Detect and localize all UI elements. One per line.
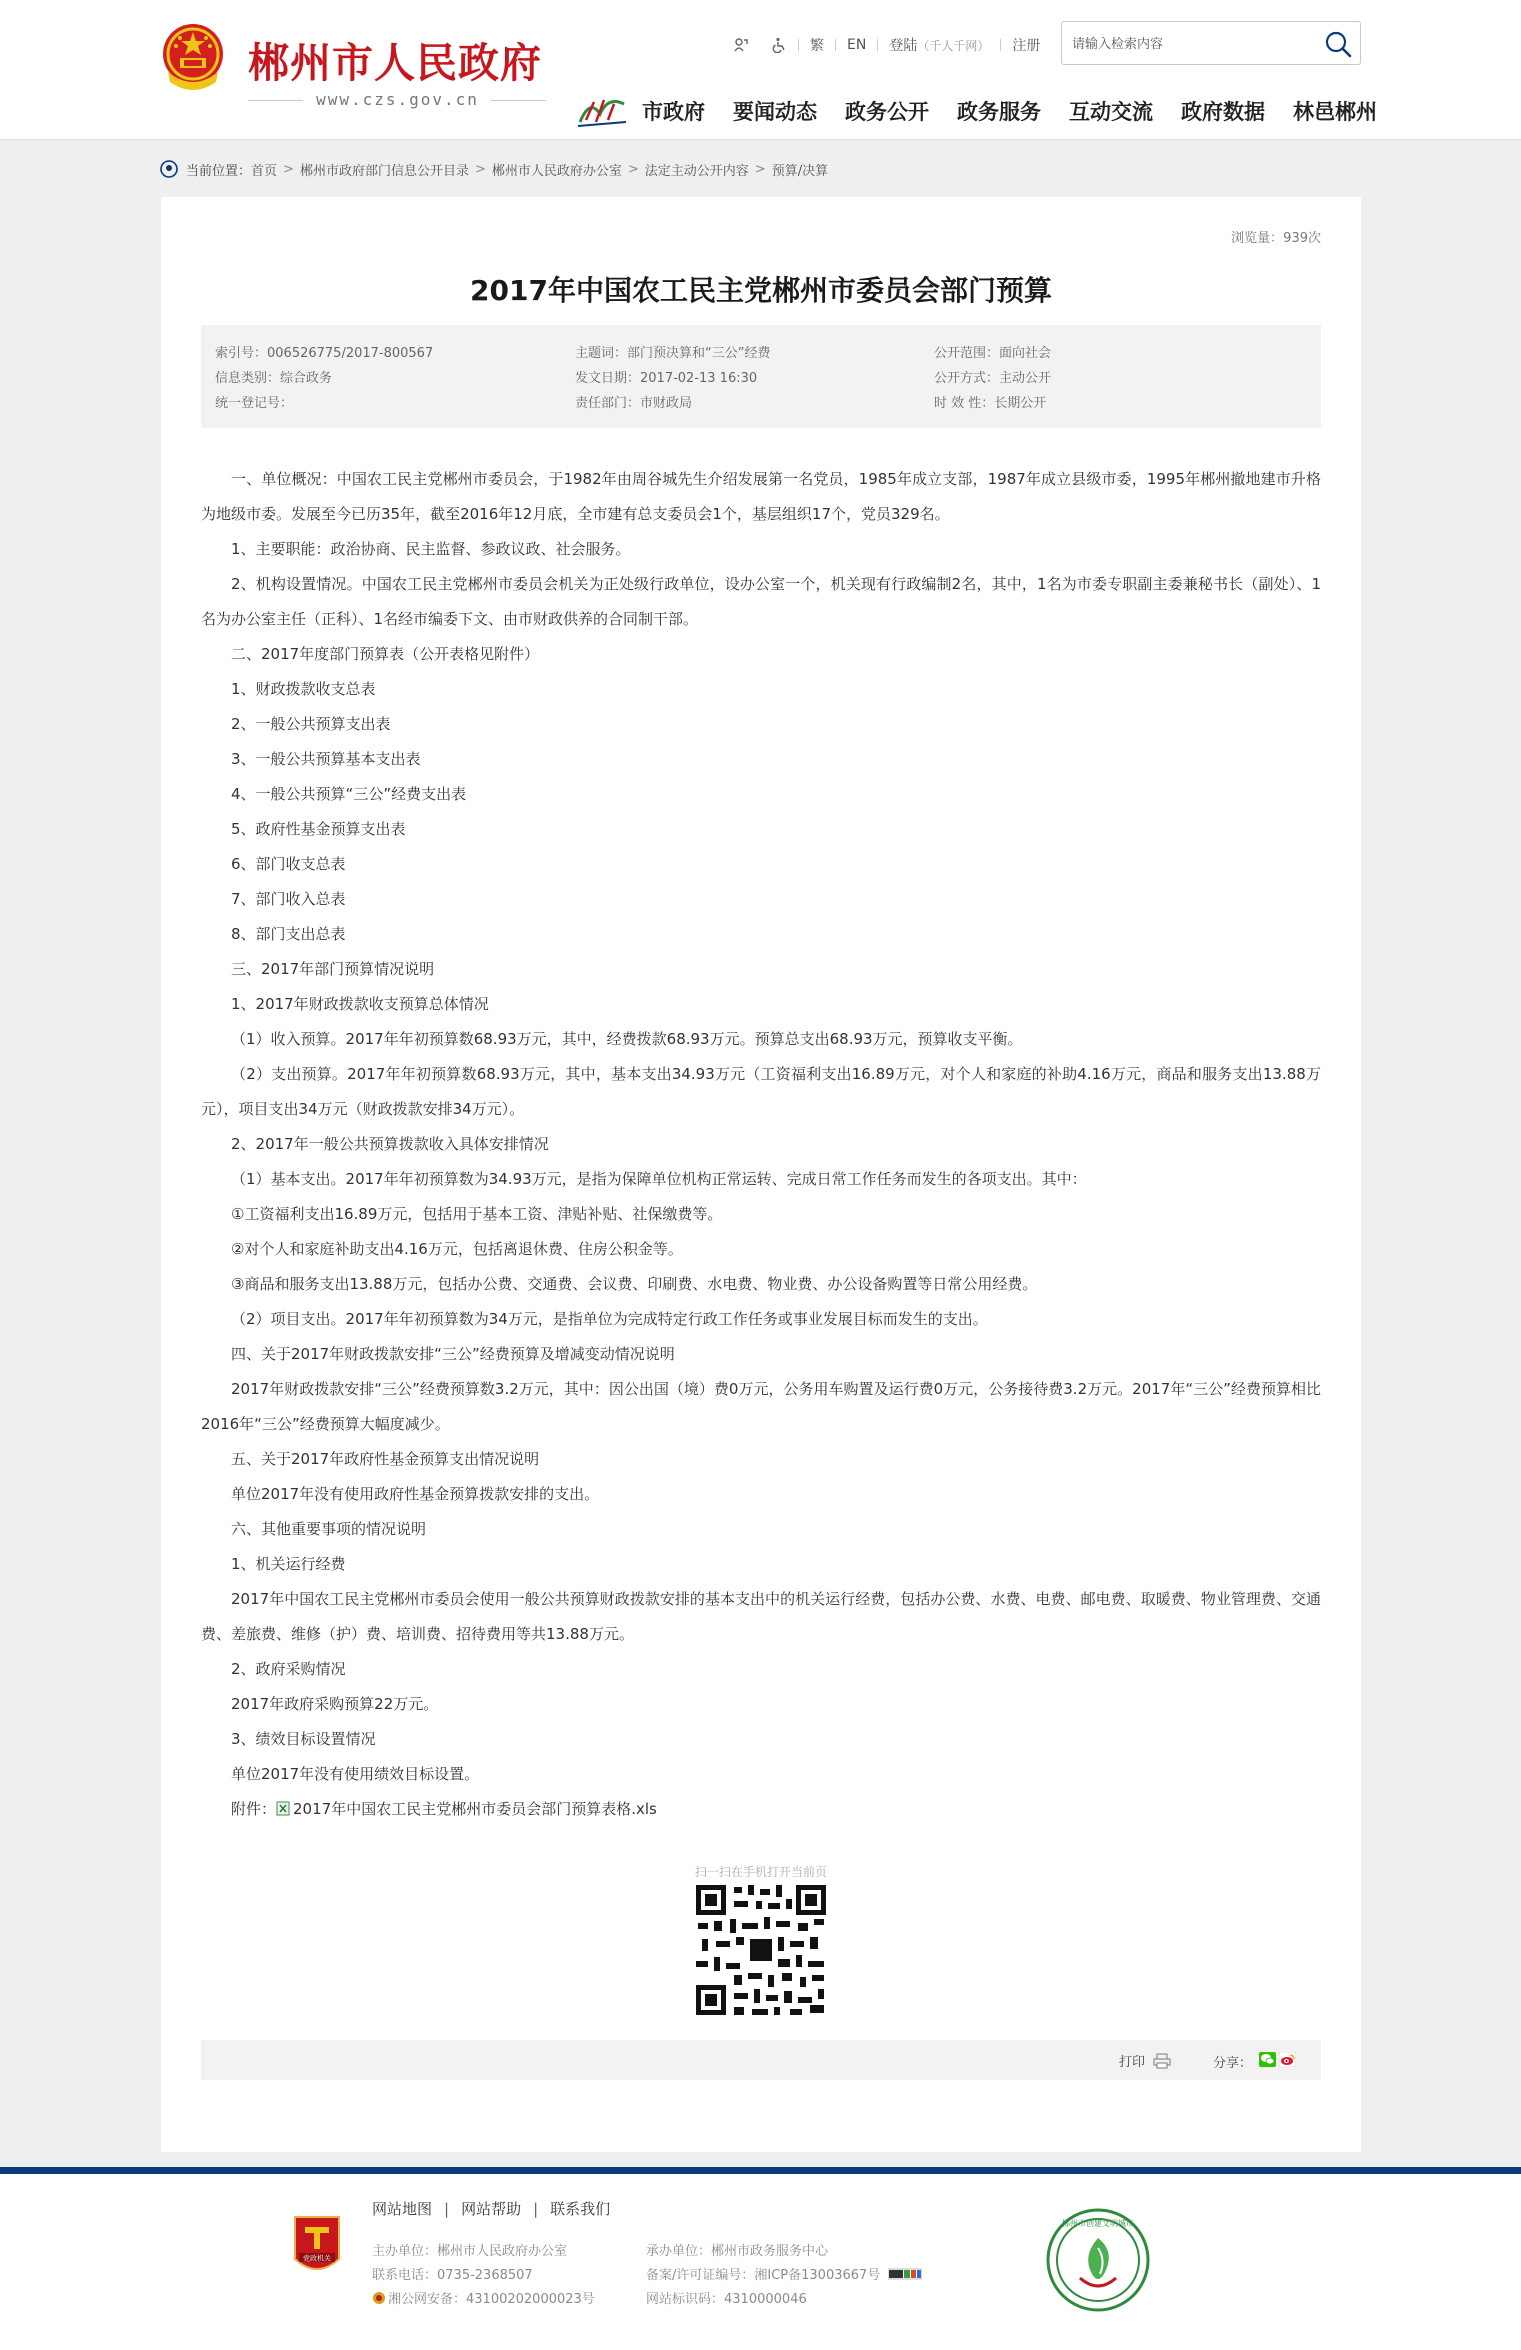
article-paragraph: 2、政府采购情况 <box>231 1660 346 1678</box>
footer-phone: 联系电话：0735-2368507 <box>372 2268 533 2283</box>
article-title: 2017年中国农工民主党郴州市委员会部门预算 <box>470 274 1052 307</box>
accessibility-icon <box>771 37 787 53</box>
share-bar <box>201 2040 1321 2080</box>
article-paragraph: 六、其他重要事项的情况说明 <box>231 1520 427 1538</box>
location-icon <box>160 160 178 178</box>
nav-item-city-government[interactable]: 市政府 <box>642 100 705 124</box>
footer-link-sitemap[interactable]: 网站地图 <box>372 2200 433 2218</box>
article-paragraph: 3、绩效目标设置情况 <box>231 1730 376 1748</box>
top-tools <box>722 34 1051 56</box>
footer-link-contact[interactable]: 联系我们 <box>550 2200 611 2218</box>
article-paragraph: 1、主要职能：政治协商、民主监督、参政议政、社会服务。 <box>231 540 631 558</box>
breadcrumb-statutory[interactable]: 法定主动公开内容 <box>644 163 749 179</box>
footer-icp[interactable] <box>646 2264 922 2283</box>
elder-mode-button[interactable] <box>722 37 760 53</box>
nav-item-news[interactable]: 要闻动态 <box>733 100 817 124</box>
site-header <box>0 0 1521 140</box>
article-paragraph: （2）支出预算。2017年年初预算数68.93万元，其中，基本支出34.93万元（工资福利支出16.89万元，对个人和家庭的补助4.16万元，商品和服务支出13.88万元），项目支出34万元（财政拨款安排34万元）。 <box>201 1065 1321 1118</box>
attachment-link[interactable]: 2017年中国农工民主党郴州市委员会部门预算表格.xls <box>293 1800 657 1818</box>
nav-item-data[interactable]: 政府数据 <box>1181 100 1265 124</box>
url-rule-right <box>491 100 546 101</box>
article-paragraph: 单位2017年没有使用绩效目标设置。 <box>231 1765 480 1783</box>
footer-police-text: 湘公网安备：43100202000023号 <box>388 2292 595 2307</box>
article-paragraph: 3、一般公共预算基本支出表 <box>231 750 421 768</box>
register-link[interactable]: 注册 <box>1012 38 1041 54</box>
breadcrumb <box>160 159 828 179</box>
party-badge-text: 党政机关 <box>303 2254 331 2263</box>
footer-link-help[interactable]: 网站帮助 <box>461 2200 522 2218</box>
article-paragraph: 2017年中国农工民主党郴州市委员会使用一般公共预算财政拨款安排的基本支出中的机关运行经费，包括办公费、水费、电费、邮电费、取暖费、物业管理费、交通费、差旅费、维修（护）费、培训费、招待费用等共13.88万元。 <box>201 1590 1321 1643</box>
qr-caption: 扫一扫在手机打开当前页 <box>694 1865 827 1879</box>
care-mode-icon <box>733 37 749 53</box>
breadcrumb-separator: > <box>283 161 294 177</box>
nav-item-interaction[interactable]: 互动交流 <box>1069 100 1153 124</box>
footer-icp-text: 备案/许可证编号：湘ICP备13003667号 <box>646 2268 881 2283</box>
login-note: （千人千网） <box>917 38 990 53</box>
meta-validity: 时 效 性：长期公开 <box>934 396 1047 411</box>
article-paragraph: 8、部门支出总表 <box>231 925 346 943</box>
breadcrumb-separator: > <box>474 161 486 177</box>
excel-file-icon <box>276 1801 290 1816</box>
share-label: 分享： <box>1213 2056 1253 2071</box>
cnzz-stat-icon <box>888 2268 922 2280</box>
accessibility-button[interactable] <box>760 37 798 53</box>
article-paragraph: 2、机构设置情况。中国农工民主党郴州市委员会机关为正处级行政单位，设办公室一个，机关现有行政编制2名，其中，1名为市委专职副主委兼秘书长（副处）、1名为办公室主任（正科）、1名经市编委下文、由市财政供养的合同制干部。 <box>201 575 1321 628</box>
footer-site-id: 网站标识码：4310000046 <box>646 2292 807 2307</box>
breadcrumb-separator: > <box>627 161 639 177</box>
main-nav <box>642 96 1377 126</box>
footer-links <box>372 2198 610 2219</box>
breadcrumb-budget[interactable]: 预算/决算 <box>771 163 829 179</box>
article-paragraph: 2017年财政拨款安排“三公”经费预算数3.2万元，其中：因公出国（境）费0万元，公务用车购置及运行费0万元，公务接待费3.2万元。2017年“三公”经费预算相比2016年“三公”经费预算大幅度减少。 <box>201 1380 1321 1433</box>
footer-organizer: 承办单位：郴州市政务服务中心 <box>646 2244 829 2259</box>
attachment-label: 附件： <box>231 1800 277 1818</box>
civilized-city-badge[interactable] <box>1046 2208 1150 2312</box>
article-paragraph: （1）收入预算。2017年年初预算数68.93万元，其中，经费拨款68.93万元。预算总支出68.93万元，预算收支平衡。 <box>231 1030 1023 1048</box>
traditional-chinese-link[interactable]: 繁 <box>810 38 824 54</box>
article-paragraph: 5、政府性基金预算支出表 <box>231 820 406 838</box>
meta-publish-date: 发文日期：2017-02-13 16:30 <box>575 371 758 386</box>
content-card <box>161 197 1361 2152</box>
meta-method: 公开方式：主动公开 <box>934 371 1052 386</box>
national-emblem-logo[interactable] <box>158 22 228 94</box>
civil-badge-text: 郴州市创建文明城市 <box>1062 2219 1134 2228</box>
party-government-badge[interactable] <box>291 2213 343 2279</box>
city-logo-icon <box>576 92 628 128</box>
meta-keywords: 主题词：部门预决算和“三公”经费 <box>575 346 771 361</box>
view-count: 浏览量：939次 <box>1231 231 1321 246</box>
wechat-icon[interactable] <box>1259 2052 1276 2067</box>
nav-item-services[interactable]: 政务服务 <box>957 100 1041 124</box>
article-paragraph: ③商品和服务支出13.88万元，包括办公费、交通费、会议费、印刷费、水电费、物业费、办公设备购置等日常公用经费。 <box>231 1275 1038 1293</box>
article-paragraph: 2、2017年一般公共预算拨款收入具体安排情况 <box>231 1135 549 1153</box>
article-paragraph: 五、关于2017年政府性基金预算支出情况说明 <box>231 1450 540 1468</box>
print-button[interactable] <box>1119 2051 1171 2070</box>
meta-category: 信息类别：综合政务 <box>215 371 333 386</box>
footer-sponsor: 主办单位：郴州市人民政府办公室 <box>372 2244 568 2259</box>
qr-code <box>694 1883 828 2017</box>
article-paragraph: 1、机关运行经费 <box>231 1555 346 1573</box>
article-paragraph: 7、部门收入总表 <box>231 890 346 908</box>
footer-police-record[interactable] <box>372 2288 595 2307</box>
article-paragraph: （1）基本支出。2017年年初预算数为34.93万元，是指为保障单位机构正常运转、完成日常工作任务而发生的各项支出。其中： <box>231 1170 1087 1188</box>
breadcrumb-separator: > <box>754 161 766 177</box>
login-link[interactable] <box>878 35 1000 55</box>
url-rule-left <box>248 100 303 101</box>
breadcrumb-label: 当前位置： <box>186 163 252 179</box>
article-paragraph: （2）项目支出。2017年年初预算数为34万元，是指单位为完成特定行政工作任务或事业发展目标而发生的支出。 <box>231 1310 988 1328</box>
weibo-icon[interactable] <box>1279 2052 1296 2067</box>
meta-index-no: 索引号：006526775/2017-800567 <box>215 346 434 361</box>
article-paragraph: 2、一般公共预算支出表 <box>231 715 391 733</box>
article-paragraph: 1、2017年财政拨款收支预算总体情况 <box>231 995 489 1013</box>
footer-link-separator: | <box>533 2199 539 2218</box>
footer-link-separator: | <box>444 2199 450 2218</box>
article-paragraph: 三、2017年部门预算情况说明 <box>231 960 435 978</box>
article-paragraph: 6、部门收支总表 <box>231 855 346 873</box>
meta-unified-no: 统一登记号： <box>215 396 294 411</box>
nav-item-government-affairs[interactable]: 政务公开 <box>845 100 929 124</box>
article-paragraph: 2017年政府采购预算22万元。 <box>231 1695 439 1713</box>
breadcrumb-office[interactable]: 郴州市人民政府办公室 <box>491 163 622 179</box>
nav-item-linyi-chenzhou[interactable]: 林邑郴州 <box>1293 100 1377 124</box>
site-url: www.czs.gov.cn <box>316 90 479 109</box>
article-paragraph: 二、2017年度部门预算表（公开表格见附件） <box>231 645 540 663</box>
meta-scope: 公开范围：面向社会 <box>934 346 1052 361</box>
article-paragraph: ②对个人和家庭补助支出4.16万元，包括离退休费、住房公积金等。 <box>231 1240 683 1258</box>
search-input[interactable] <box>1072 33 1312 55</box>
attachment-line <box>201 1792 1321 1827</box>
article-meta <box>201 325 1321 428</box>
article-paragraph: 4、一般公共预算“三公”经费支出表 <box>231 785 467 803</box>
police-badge-icon <box>372 2291 386 2305</box>
article-paragraph: 1、财政拨款收支总表 <box>231 680 376 698</box>
site-footer <box>0 2174 1521 2350</box>
site-title[interactable]: 郴州市人民政府 <box>248 39 542 87</box>
article-body <box>201 462 1321 1827</box>
printer-icon <box>1153 2053 1171 2069</box>
search-box <box>1061 21 1361 65</box>
english-link[interactable]: EN <box>847 37 867 53</box>
login-label: 登陆 <box>889 38 918 54</box>
breadcrumb-catalog[interactable]: 郴州市政府部门信息公开目录 <box>299 163 469 179</box>
article-paragraph: 四、关于2017年财政拨款安排“三公”经费预算及增减变动情况说明 <box>231 1345 675 1363</box>
article-paragraph: 单位2017年没有使用政府性基金预算拨款安排的支出。 <box>231 1485 600 1503</box>
print-label: 打印 <box>1119 2055 1146 2070</box>
footer-accent-bar <box>0 2167 1521 2174</box>
breadcrumb-home[interactable]: 首页 <box>251 163 278 179</box>
meta-responsible: 责任部门：市财政局 <box>575 396 693 411</box>
search-icon[interactable] <box>1322 28 1354 60</box>
article-paragraph: 一、单位概况：中国农工民主党郴州市委员会，于1982年由周谷城先生介绍发展第一名党员，1985年成立支部，1987年成立县级市委，1995年郴州撤地建市升格为地级市委。发展至今已历35年，截至2016年12月底，全市建有总支委员会1个，基层组织17个，党员329名。 <box>201 470 1321 523</box>
site-url-line <box>248 90 546 112</box>
article-paragraph: ①工资福利支出16.89万元，包括用于基本工资、津贴补贴、社保缴费等。 <box>231 1205 723 1223</box>
